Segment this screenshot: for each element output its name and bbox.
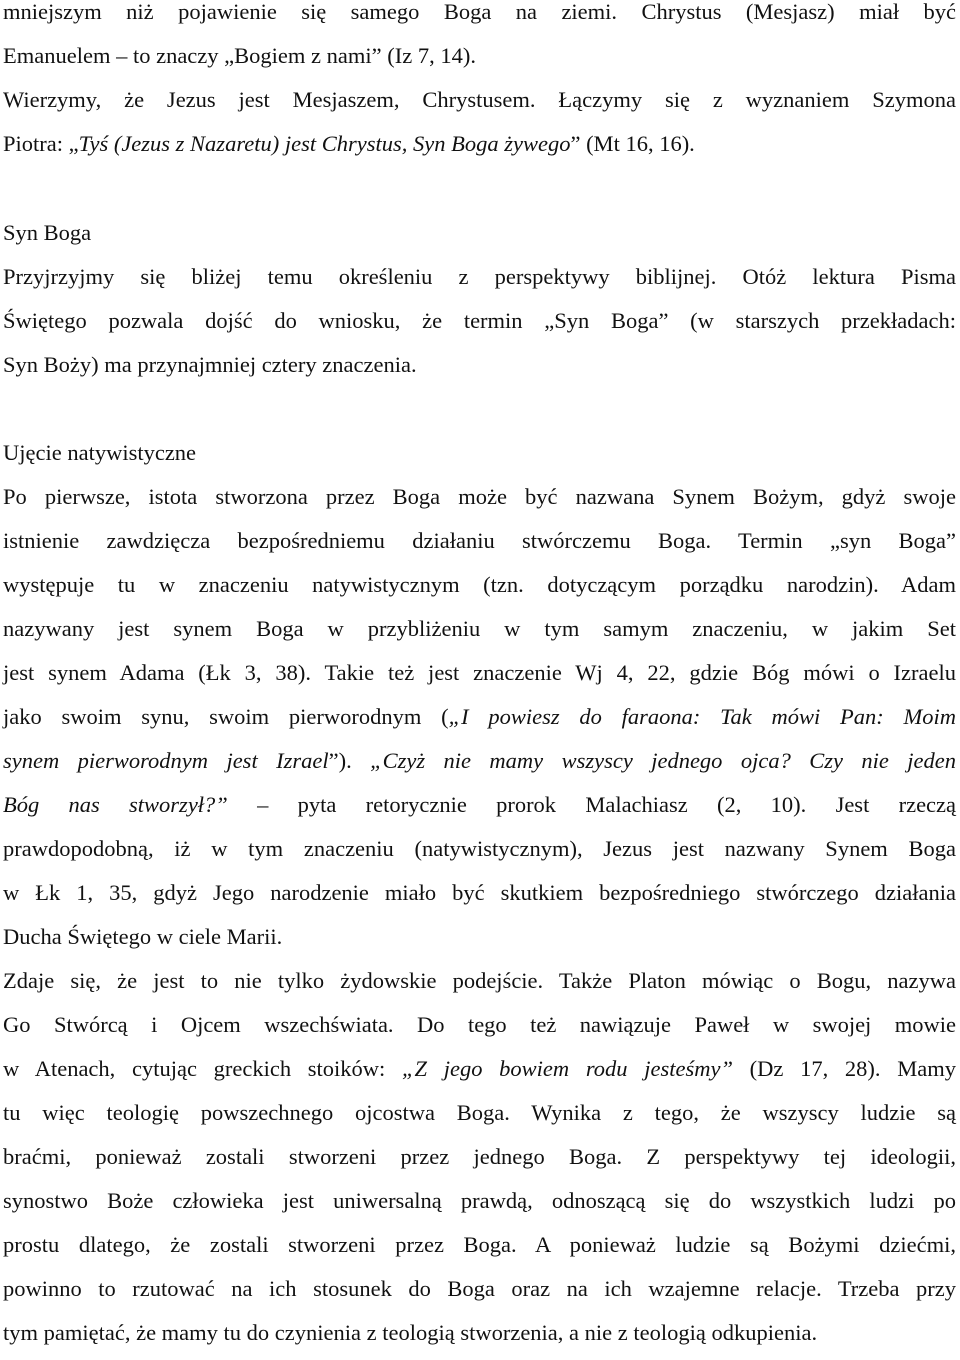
quote-italic: „Czyż nie mamy wszyscy jednego ojca? Czy nie jeden — [370, 748, 957, 773]
text-line — [3, 122, 956, 166]
text-span: jako swoim synu, swoim pierworodnym ( — [3, 704, 449, 729]
text-line: jest synem Adama (Łk 3, 38). Takie też jest znaczenie Wj 4, 22, gdzie Bóg mówi o Izraelu — [3, 660, 956, 685]
text-line: Wierzymy, że Jezus jest Mesjaszem, Chrystusem. Łączymy się z wyznaniem Szymona — [3, 87, 956, 112]
text-line: w Łk 1, 35, gdyż Jego narodzenie miało być skutkiem bezpośredniego stwórczego działania — [3, 880, 956, 905]
text-line — [3, 739, 956, 783]
quote-italic: Tyś (Jezus z Nazaretu) jest Chrystus, Syn Boga żywego — [78, 131, 571, 156]
quote-italic: „I powiesz do faraona: Tak mówi Pan: Moim — [448, 704, 957, 729]
text-line: braćmi, ponieważ zostali stworzeni przez jednego Boga. Z perspektywy tej ideologii, — [3, 1144, 956, 1169]
text-line: prawdopodobną, iż w tym znaczeniu (natywistycznym), Jezus jest nazwany Synem Boga — [3, 836, 956, 861]
text-line: tu więc teologię powszechnego ojcostwa Boga. Wynika z tego, że wszyscy ludzie są — [3, 1100, 956, 1125]
text-span: ”). — [328, 748, 371, 773]
text-line: Go Stwórcą i Ojcem wszechświata. Do tego też nawiązuje Paweł w swojej mowie — [3, 1012, 956, 1037]
quote-italic: Bóg nas stworzył?” — [3, 792, 228, 817]
section-heading: Ujęcie natywistyczne — [3, 440, 197, 465]
text-line: synostwo Boże człowieka jest uniwersalną prawdą, odnoszącą się do wszystkich ludzi po — [3, 1188, 956, 1213]
text-span: ” (Mt 16, 16). — [570, 131, 695, 156]
text-line: istnienie zawdzięcza bezpośredniemu działaniu stwórczemu Boga. Termin „syn Boga” — [3, 528, 956, 553]
section-ujecie-natywistyczne — [3, 431, 956, 1355]
text-line — [3, 1047, 956, 1091]
text-line: powinno to rzutować na ich stosunek do Boga oraz na ich wzajemne relacje. Trzeba przy — [3, 1276, 956, 1301]
text-line — [3, 695, 956, 739]
quote-italic: „Z jego bowiem rodu jesteśmy” — [402, 1056, 733, 1081]
text-line: mniejszym niż pojawienie się samego Boga na ziemi. Chrystus (Mesjasz) miał być — [3, 0, 956, 24]
text-line: tym pamiętać, że mamy tu do czynienia z teologią stworzenia, a nie z teologią odkupienia. — [3, 1320, 818, 1345]
text-span: Piotra: „ — [3, 131, 79, 156]
text-line — [3, 783, 956, 827]
section-syn-boga — [3, 211, 956, 387]
text-line: Ducha Świętego w ciele Marii. — [3, 924, 283, 949]
text-line: Po pierwsze, istota stworzona przez Boga może być nazwana Synem Bożym, gdyż swoje — [3, 484, 956, 509]
text-line: występuje tu w znaczeniu natywistycznym (tzn. dotyczącym porządku narodzin). Adam — [3, 572, 956, 597]
text-line: prostu dlatego, że zostali stworzeni przez Boga. A ponieważ ludzie są Bożymi dziećmi, — [3, 1232, 956, 1257]
text-line: Przyjrzyjmy się bliżej temu określeniu z perspektywy biblijnej. Otóż lektura Pisma — [3, 264, 956, 289]
text-span: w Atenach, cytując greckich stoików: — [3, 1056, 403, 1081]
text-span: – pyta retorycznie prorok Malachiasz (2, 10). Jest rzeczą — [227, 792, 957, 817]
text-line: Świętego pozwala dojść do wniosku, że termin „Syn Boga” (w starszych przekładach: — [3, 308, 956, 333]
text-line: Syn Boży) ma przynajmniej cztery znaczenia. — [3, 352, 417, 377]
text-line: Zdaje się, że jest to nie tylko żydowskie podejście. Także Platon mówiąc o Bogu, nazywa — [3, 968, 956, 993]
quote-italic: synem pierworodnym jest Izrael — [3, 748, 329, 773]
intro-paragraph — [3, 0, 956, 166]
text-span: (Dz 17, 28). Mamy — [732, 1056, 956, 1081]
section-heading: Syn Boga — [3, 220, 92, 245]
text-line: nazywany jest synem Boga w przybliżeniu w tym samym znaczeniu, w jakim Set — [3, 616, 956, 641]
text-line: Emanuelem – to znaczy „Bogiem z nami” (Iz 7, 14). — [3, 43, 476, 68]
